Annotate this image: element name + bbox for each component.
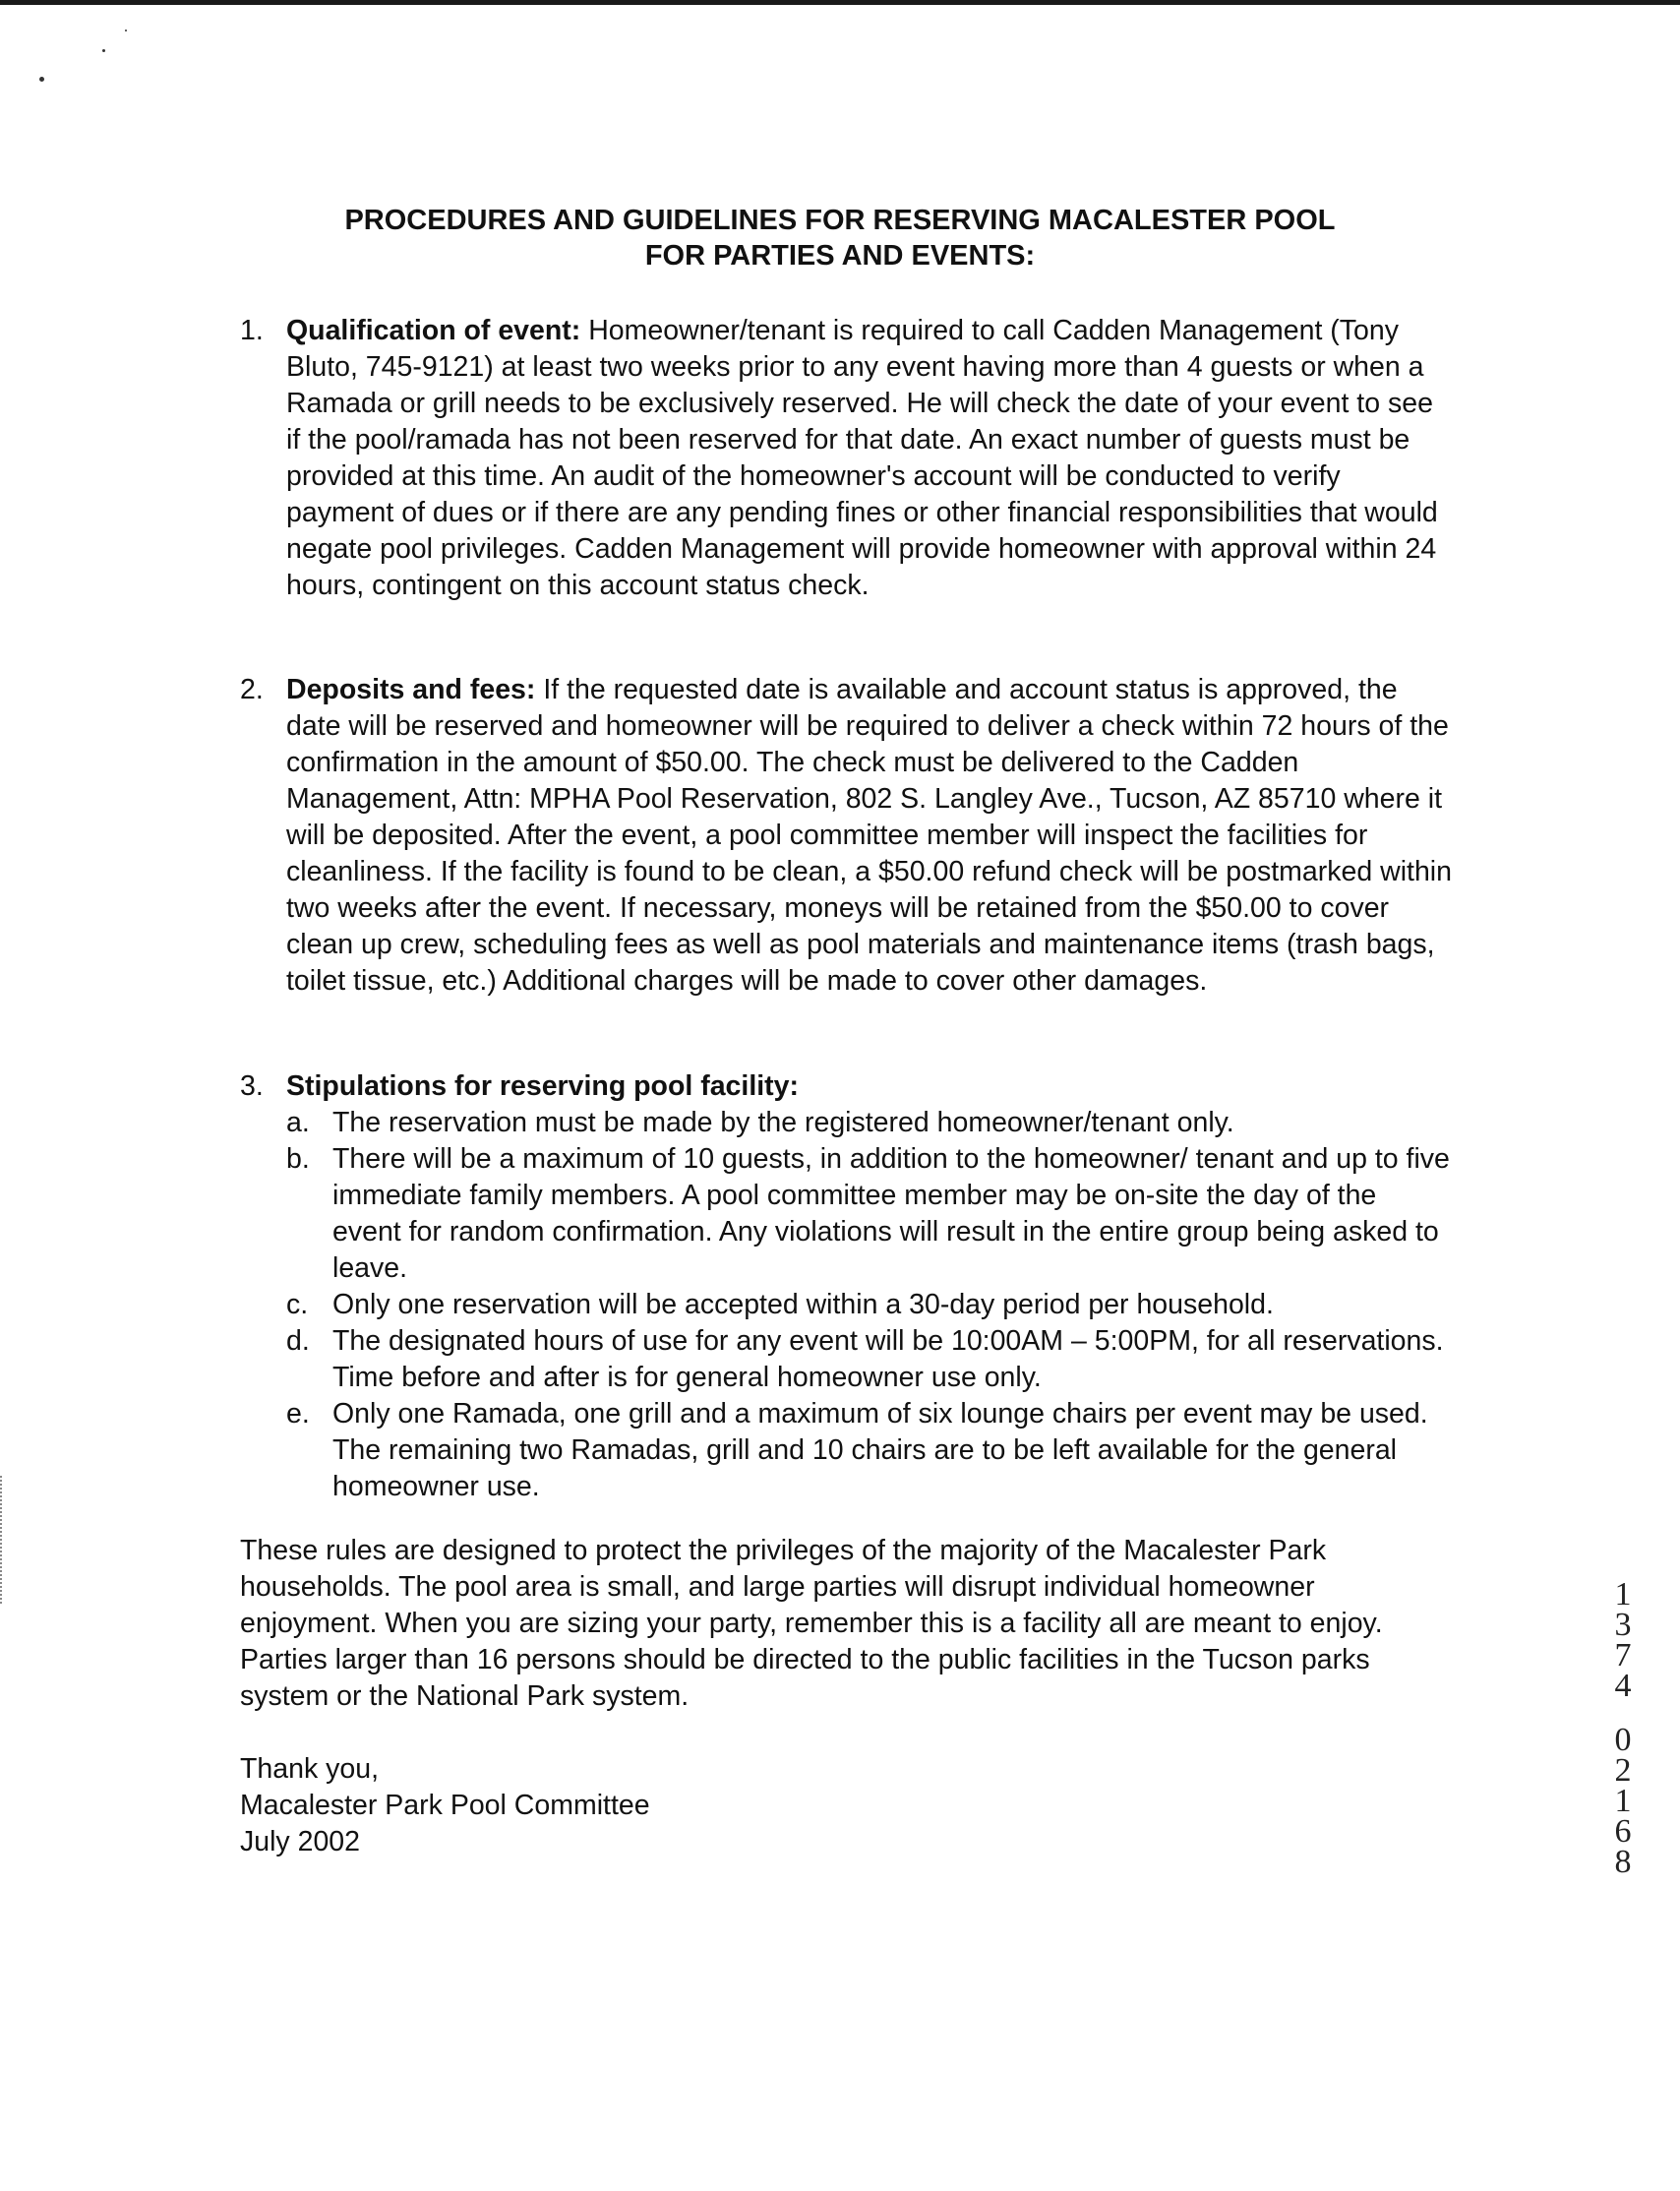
sub-item-text: There will be a maximum of 10 guests, in addition to the homeowner/ tenant and up to five immediate family members. A pool committee member may be on-site the day of the event for random confirmation. Any violations will result in the entire group being asked to leave. — [332, 1143, 1450, 1284]
sub-item-letter: d. — [286, 1325, 310, 1357]
sub-item-letter: b. — [286, 1143, 310, 1175]
item-heading: Stipulations for reserving pool facility: — [286, 1070, 799, 1102]
item-body — [286, 313, 1452, 604]
item-number: 1. — [240, 315, 264, 346]
bates-digit: 6 — [1614, 1813, 1632, 1850]
sub-item-text: The designated hours of use for any event will be 10:00AM – 5:00PM, for all reservations. Time before and after is for general homeowner use only. — [332, 1325, 1444, 1393]
bates-digit: 4 — [1614, 1668, 1632, 1704]
bates-digit: 8 — [1614, 1844, 1632, 1880]
guideline-item-qualification — [240, 313, 1452, 604]
item-number: 3. — [240, 1070, 264, 1102]
item-text: If the requested date is available and account status is approved, the date will be reserved and homeowner will be required to deliver a check within 72 hours of the confirmation in the amount of $50.00. The check must be delivered to the Cadden Management, Attn: MPHA Pool Reservation, 802 S. Langley Ave., Tucson, AZ 85710 where it will be deposited. After the event, a pool committee member will inspect the facilities for cleanliness. If the facility is found to be clean, a $50.00 refund check will be postmarked within two weeks after the event. If necessary, moneys will be retained from the $50.00 to cover clean up crew, scheduling fees as well as pool materials and maintenance items (trash bags, toilet tissue, etc.) Additional charges will be made to cover other damages. — [286, 674, 1452, 997]
item-body — [286, 1068, 1452, 1105]
bates-digit: 1 — [1614, 1576, 1632, 1613]
sub-item-text: Only one reservation will be accepted within a 30-day period per household. — [332, 1289, 1274, 1320]
bates-digit: 0 — [1614, 1722, 1632, 1758]
sub-item — [286, 1141, 1452, 1287]
bates-digit: 1 — [1614, 1783, 1632, 1819]
item-body — [286, 672, 1452, 1000]
title-line: FOR PARTIES AND EVENTS: — [644, 240, 1036, 272]
sub-item-letter: a. — [286, 1107, 310, 1138]
sub-item-letter: c. — [286, 1289, 309, 1320]
title-line: PROCEDURES AND GUIDELINES FOR RESERVING MACALESTER POOL — [344, 205, 1336, 236]
sub-item-text: Only one Ramada, one grill and a maximum of six lounge chairs per event may be used. The remaining two Ramadas, grill and 10 chairs are to be left available for the general homeowner use. — [332, 1398, 1428, 1502]
guideline-item-deposits — [240, 672, 1452, 1000]
signoff-line: Macalester Park Pool Committee — [240, 1790, 650, 1821]
page-title — [240, 203, 1440, 274]
sub-item — [286, 1323, 1452, 1396]
guideline-item-stipulations — [240, 1068, 1452, 1505]
scan-speck — [39, 77, 44, 82]
scan-speck — [102, 49, 105, 52]
signoff-line: July 2002 — [240, 1826, 361, 1857]
item-text: Homeowner/tenant is required to call Cadden Management (Tony Bluto, 745-9121) at least two weeks prior to any event having more than 4 guests or when a Ramada or grill needs to be exclusively reserved. He will check the date of your event to see if the pool/ramada has not been reserved for that date. An exact number of guests must be provided at this time. An audit of the homeowner's account will be conducted to verify payment of dues or if there are any pending fines or other financial responsibilities that would negate pool privileges. Cadden Management will provide homeowner with approval within 24 hours, contingent on this account status check. — [286, 315, 1438, 601]
scan-speck — [125, 30, 127, 31]
bates-digit: 3 — [1614, 1607, 1632, 1643]
scan-top-edge — [0, 0, 1680, 5]
sub-item — [286, 1105, 1452, 1141]
item-number: 2. — [240, 674, 264, 705]
signoff — [240, 1751, 650, 1860]
sub-item — [286, 1396, 1452, 1505]
item-heading: Qualification of event: — [286, 315, 581, 346]
item-heading: Deposits and fees: — [286, 674, 536, 705]
signoff-line: Thank you, — [240, 1753, 379, 1785]
sub-item-letter: e. — [286, 1398, 310, 1430]
scan-edge-marks — [0, 1476, 5, 1604]
closing-paragraph: These rules are designed to protect the privileges of the majority of the Macalester Park households. The pool area is small, and large parties will disrupt individual homeowner enjoyment. When you are sizing your party, remember this is a facility all are meant to enjoy. Parties larger than 16 persons should be directed to the public facilities in the Tucson parks system or the National Park system. — [240, 1535, 1383, 1712]
sub-item — [286, 1287, 1452, 1323]
bates-digit: 2 — [1614, 1752, 1632, 1789]
bates-number — [1603, 1576, 1643, 1880]
sub-item-text: The reservation must be made by the registered homeowner/tenant only. — [332, 1107, 1234, 1138]
bates-digit: 7 — [1614, 1637, 1632, 1674]
